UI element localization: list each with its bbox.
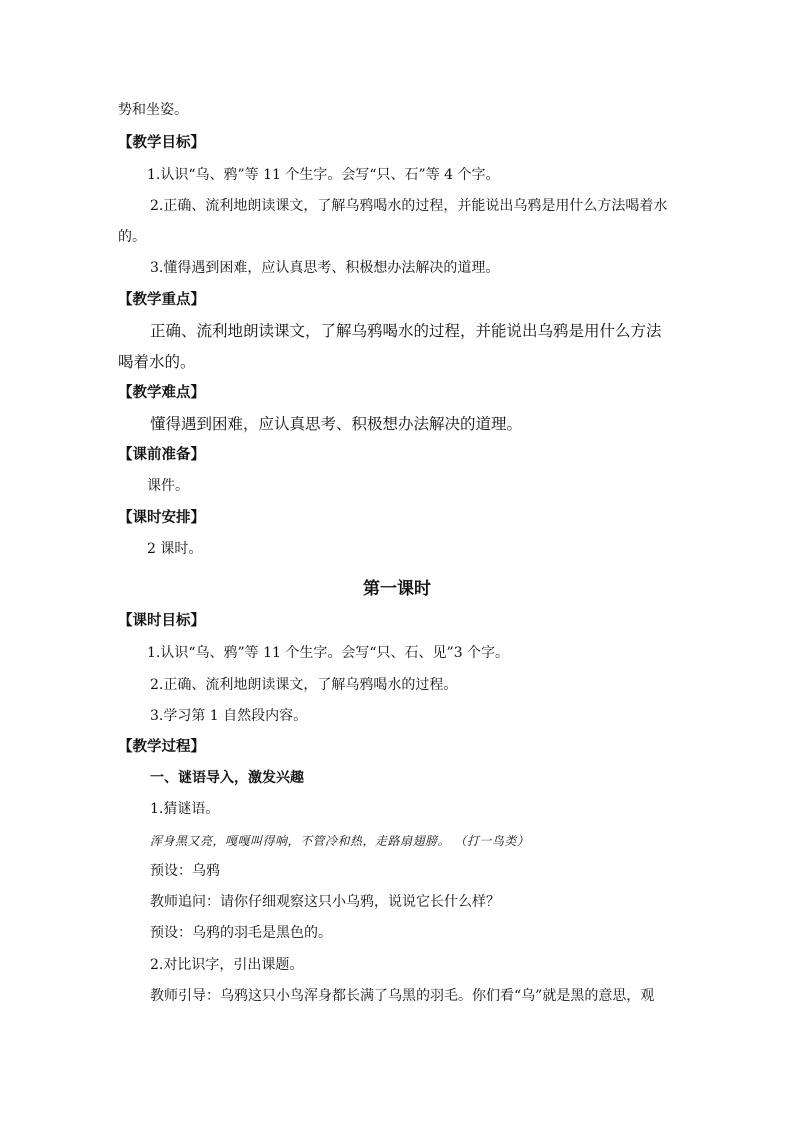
text-line: 1.猜谜语。	[150, 801, 220, 817]
text-line: 2.对比识字，引出课题。	[150, 957, 304, 973]
subsection-heading: 一、谜语导入，激发兴趣	[150, 770, 304, 786]
section-heading-lesson-goals: 【课时目标】	[118, 612, 205, 629]
text-line: 预设：乌鸦	[150, 863, 220, 879]
text-line: 3.懂得遇到困难，应认真思考、积极想办法解决的道理。	[150, 260, 500, 276]
lesson-title: 第一课时	[363, 579, 431, 599]
text-line: 势和坐姿。	[118, 102, 188, 118]
text-line: 预设：乌鸦的羽毛是黑色的。	[150, 925, 332, 941]
section-heading-teaching-goals: 【教学目标】	[118, 134, 205, 151]
text-line: 1.认识“乌、鸦”等 11 个生字。会写“只、石”等 4 个字。	[147, 167, 500, 183]
text-line: 懂得遇到困难，应认真思考、积极想办法解决的道理。	[150, 415, 523, 433]
text-line: 的。	[118, 229, 146, 245]
text-line: 教师引导：乌鸦这只小鸟浑身都长满了乌黑的羽毛。你们看“乌”就是黑的意思，观	[150, 988, 655, 1004]
section-heading-difficult-points: 【教学难点】	[118, 384, 205, 401]
text-line: 1.认识“乌、鸦”等 11 个生字。会写“只、石、见”3 个字。	[147, 645, 510, 661]
riddle-line: 浑身黑又亮，嘎嘎叫得响，不管冷和热，走路扇翅膀。 （打一鸟类）	[150, 834, 530, 848]
text-line: 课件。	[147, 478, 189, 494]
section-heading-preparation: 【课前准备】	[118, 446, 205, 463]
text-line: 正确、流利地朗读课文，了解乌鸦喝水的过程，并能说出乌鸦是用什么方法	[150, 322, 662, 340]
text-line: 教师追问：请你仔细观察这只小乌鸦，说说它长什么样？	[150, 894, 500, 910]
text-line: 2.正确、流利地朗读课文，了解乌鸦喝水的过程，并能说出乌鸦是用什么方法喝着水	[150, 198, 668, 214]
section-heading-process: 【教学过程】	[118, 738, 205, 755]
text-line: 2 课时。	[147, 541, 203, 557]
section-heading-schedule: 【课时安排】	[118, 509, 205, 526]
text-line: 2.正确、流利地朗读课文，了解乌鸦喝水的过程。	[150, 677, 458, 693]
section-heading-key-points: 【教学重点】	[118, 291, 205, 308]
text-line: 3.学习第 1 自然段内容。	[150, 708, 308, 724]
text-line: 喝着水的。	[118, 353, 196, 371]
